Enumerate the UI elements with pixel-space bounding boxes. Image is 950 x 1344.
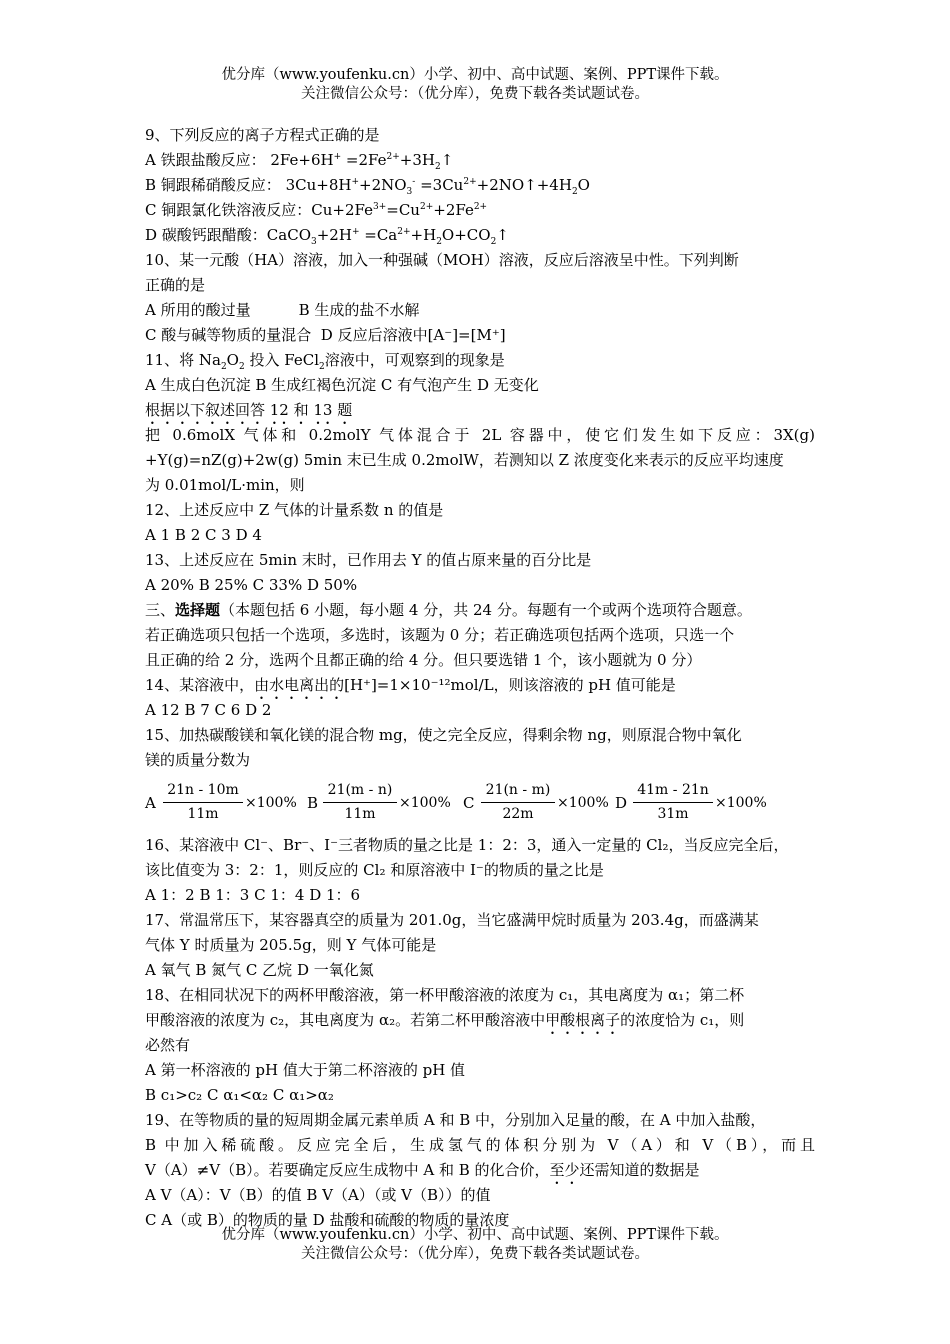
q15-option-d (615, 773, 785, 833)
q10-options-ab (145, 298, 815, 323)
q17-options: A 氧气 B 氮气 C 乙烷 D 一氧化氮 (145, 961, 374, 979)
page-header (0, 66, 950, 104)
page-footer (0, 1226, 950, 1264)
q9-option-d: D 碳酸钙跟醋酸：CaCO$_3$+2H+ $=Ca^{2+}+H_2O+CO_2↑$ (145, 226, 509, 247)
q19-options-cd: C A（或 B）的物质的量 D 盐酸和硫酸的物质的量浓度 (145, 1211, 510, 1229)
q10-options-cd (145, 323, 815, 348)
q19-stem-3-emphasis: 至少 (549, 1161, 580, 1179)
section-3-number: 三、 (145, 601, 176, 619)
section-3-title: 选择题 (175, 601, 221, 619)
q18-stem-1: 18、在相同状况下的两杯甲酸溶液，第一杯甲酸溶液的浓度为 c₁，其电离度为 α₁；第二杯 (145, 986, 745, 1004)
fraction-bar (323, 802, 397, 803)
q15-option-b-label: B (307, 794, 319, 812)
q18-stem-2 (145, 1008, 815, 1033)
q9-option-b-label: B 铜跟稀硝酸反应： (145, 176, 281, 194)
footer-line-1: 优分库（www.youfenku.cn）小学、初中、高中试题、案例、PPT课件下载。 (221, 1227, 729, 1243)
q15-option-c-label: C (463, 794, 475, 812)
q10-option-a: A 所用的酸过量 (145, 301, 251, 319)
q12-13-lead (145, 398, 815, 423)
fraction-bar (633, 802, 713, 803)
q14-stem-emphasis: 由水电离出的 (254, 676, 345, 694)
q13-stem: 13、上述反应在 5min 末时，已作用去 Y 的值占原来量的百分比是 (145, 551, 592, 569)
q10-option-d: D 反应后溶液中[A⁻]=[M⁺] (320, 326, 506, 344)
q15-option-c-numerator: 21(n - m) (485, 782, 551, 798)
q11-options: A 生成白色沉淀 B 生成红褐色沉淀 C 有气泡产生 D 无变化 (145, 376, 539, 394)
q10-stem-2: 正确的是 (145, 276, 206, 294)
q15-option-b-denominator: 11m (344, 806, 376, 822)
q18-stem-3: 必然有 (145, 1036, 191, 1054)
q12-13-para-3: 为 0.01mol/L·min，则 (145, 476, 305, 494)
q15-stem-2: 镁的质量分数为 (145, 751, 251, 769)
q15-fraction-options (145, 773, 815, 833)
q11-stem-post: 溶液中，可观察到的现象是 (324, 351, 505, 369)
q10-stem-1: 10、某一元酸（HA）溶液，加入一种强碱（MOH）溶液，反应后溶液呈中性。下列判断 (145, 251, 739, 269)
q18-stem-2-pre: 甲酸溶液的浓度为 c₂，其电离度为 α₂。若第二杯甲酸溶液中 (145, 1011, 546, 1029)
q15-option-d-label: D (615, 794, 628, 812)
q18-options-bcd: B c₁>c₂ C α₁<α₂ C α₁>α₂ (145, 1086, 334, 1104)
q19-stem-3-post: 还需知道的数据是 (579, 1161, 700, 1179)
header-line-2: 关注微信公众号：（优分库），免费下载各类试题试卷。 (301, 86, 649, 102)
q15-option-a-label: A (145, 794, 156, 812)
q15-option-c-denominator: 22m (502, 806, 534, 822)
q14-options: A 12 B 7 C 6 D 2 (145, 701, 272, 719)
q19-stem-3 (145, 1158, 815, 1183)
q14-stem (145, 673, 815, 698)
q14-stem-post: [H⁺]=1×10⁻¹²mol/L，则该溶液的 pH 值可能是 (344, 676, 676, 694)
q18-option-a: A 第一杯溶液的 pH 值大于第二杯溶液的 pH 值 (145, 1061, 466, 1079)
q14-stem-pre: 14、某溶液中， (145, 676, 255, 694)
q9-option-c-label: C 铜跟氯化铁溶液反应： (145, 201, 312, 219)
q15-option-c-fraction (481, 781, 555, 824)
section-3-heading (145, 598, 815, 623)
q9-option-a: A 铁跟盐酸反应： $2Fe+6H^+ =2Fe^{2+}+3H_2↑$ (145, 151, 454, 172)
q9-option-c: C 铜跟氯化铁溶液反应：$Cu+2Fe^{3+}=Cu^{2+}+2Fe^{2+}$ (145, 201, 488, 219)
q9-stem: 9、下列反应的离子方程式正确的是 (145, 126, 380, 144)
q19-options-ab: A V（A）：V（B）的值 B V（A）（或 V（B））的值 (145, 1186, 491, 1204)
q19-stem-3-pre: V（A）≠V（B）。若要确定反应生成物中 A 和 B 的化合价， (145, 1161, 550, 1179)
q12-options: A 1 B 2 C 3 D 4 (145, 526, 262, 544)
q18-stem-2-post: 的浓度恰为 c₁，则 (620, 1011, 745, 1029)
q18-stem-2-emphasis: 甲酸根离子 (545, 1011, 621, 1029)
q15-option-c-percent: ×100% (557, 795, 609, 811)
section-3-desc-1: （本题包括 6 小题，每小题 4 分，共 24 分。每题有一个或两个选项符合题意。 (220, 601, 752, 619)
q12-13-para-1: 把 0.6molX 气体和 0.2molY 气体混合于 2L 容器中，使它们发生如下反应：3X(g) (145, 426, 815, 444)
q15-option-c (463, 773, 619, 833)
q15-option-b (307, 773, 463, 833)
q9-option-a-label: A 铁跟盐酸反应： (145, 151, 266, 169)
q11-stem-pre: 11、将 Na (145, 351, 221, 369)
q9-option-d-label: D 碳酸钙跟醋酸： (145, 226, 267, 244)
q15-option-a-percent: ×100% (245, 795, 297, 811)
q12-13-para-2: +Y(g)=nZ(g)+2w(g) 5min 末已生成 0.2molW，若测知以 Z 浓度变化来表示的反应平均速度 (145, 451, 784, 469)
q15-option-d-numerator: 41m - 21n (637, 782, 709, 798)
question-body (145, 123, 815, 1233)
q12-stem: 12、上述反应中 Z 气体的计量系数 n 的值是 (145, 501, 444, 519)
q19-stem-2: B 中加入稀硫酸。反应完全后，生成氢气的体积分别为 V（A）和 V（B），而且 (145, 1136, 815, 1154)
q15-option-a-numerator: 21n - 10m (167, 782, 239, 798)
q13-options: A 20% B 25% C 33% D 50% (145, 576, 358, 594)
q16-stem-1: 16、某溶液中 Cl⁻、Br⁻、I⁻三者物质的量之比是 1：2：3，通入一定量的 Cl₂，当反应完全后， (145, 836, 789, 854)
q15-option-b-fraction (323, 781, 397, 824)
header-line-1: 优分库（www.youfenku.cn）小学、初中、高中试题、案例、PPT课件下载。 (221, 67, 729, 83)
q12-13-lead-text: 根据以下叙述回答 12 和 13 题 (145, 401, 353, 419)
q17-stem-2: 气体 Y 时质量为 205.5g，则 Y 气体可能是 (145, 936, 437, 954)
fraction-bar (163, 802, 243, 803)
q15-option-a (145, 773, 305, 833)
q10-option-c: C 酸与碱等物质的量混合 (145, 326, 312, 344)
q15-option-d-fraction (633, 781, 713, 824)
q15-option-b-percent: ×100% (399, 795, 451, 811)
q15-option-a-fraction (163, 781, 243, 824)
q11-stem-mid: 投入 FeCl (249, 351, 320, 369)
footer-line-2: 关注微信公众号：（优分库），免费下载各类试题试卷。 (301, 1246, 649, 1262)
q16-options: A 1：2 B 1：3 C 1：4 D 1：6 (145, 886, 361, 904)
q15-option-d-percent: ×100% (715, 795, 767, 811)
q15-option-b-numerator: 21(m - n) (327, 782, 393, 798)
q17-stem-1: 17、常温常压下，某容器真空的质量为 201.0g，当它盛满甲烷时质量为 203.4g，而盛满某 (145, 911, 759, 929)
section-3-desc-2: 若正确选项只包括一个选项，多选时，该题为 0 分；若正确选项包括两个选项，只选一个 (145, 626, 735, 644)
section-3-desc-3: 且正确的给 2 分，选两个且都正确的给 4 分。但只要选错 1 个，该小题就为 0 分） (145, 651, 702, 669)
q9-option-b: B 铜跟稀硝酸反应： $3Cu+8H^++2NO_3^-$ $=3Cu^{2+}+2NO↑+4H_2O$ (145, 176, 590, 197)
q15-option-a-denominator: 11m (187, 806, 219, 822)
q11-stem: 11、将 $Na_2O_2$ 投入 FeCl$_2$溶液中，可观察到的现象是 (145, 351, 505, 372)
fraction-bar (481, 802, 555, 803)
q15-option-d-denominator: 31m (657, 806, 689, 822)
q15-stem-1: 15、加热碳酸镁和氧化镁的混合物 mg，使之完全反应，得剩余物 ng，则原混合物中氧化 (145, 726, 742, 744)
q19-stem-1: 19、在等物质的量的短周期金属元素单质 A 和 B 中，分别加入足量的酸，在 A 中加入盐酸， (145, 1111, 766, 1129)
q16-stem-2: 该比值变为 3：2：1，则反应的 Cl₂ 和原溶液中 I⁻的物质的量之比是 (145, 861, 604, 879)
q10-option-b: B 生成的盐不水解 (298, 301, 420, 319)
